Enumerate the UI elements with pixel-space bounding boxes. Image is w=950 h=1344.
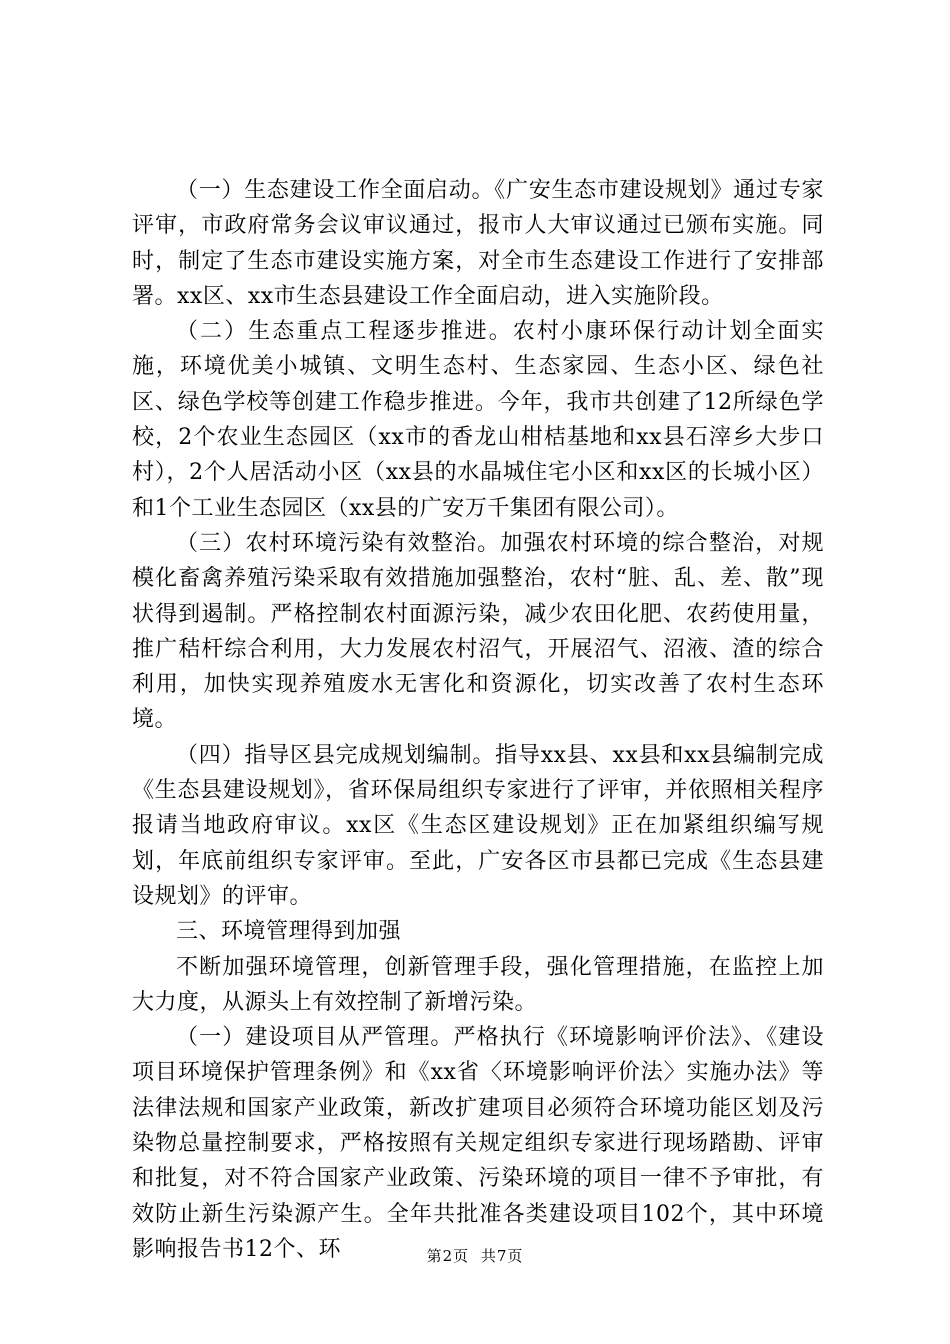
section-heading-environment-management: 三、环境管理得到加强 [176,919,402,945]
paragraph-county-planning: （四）指导区县完成规划编制。指导xx县、xx县和xx县编制完成《生态县建设规划》，省环保局组织专家进行了评审，并依照相关程序报请当地政府审议。xx区《生态区建设规划》正在加紧组织编写规划，年底前组织专家评审。至此，广安各区市县都已完成《生态县建设规划》的评审。 [132,742,824,909]
paragraph-rural-pollution: （三）农村环境污染有效整治。加强农村环境的综合整治，对规模化畜禽养殖污染采取有效措施加强整治，农村“脏、乱、差、散”现状得到遏制。严格控制农村面源污染，减少农田化肥、农药使用量，推广秸杆综合利用，大力发展农村沼气，开展沼气、沼液、渣的综合利用，加快实现养殖废水无害化和资源化，切实改善了农村生态环境。 [132,530,824,733]
paragraph-management-intro: 不断加强环境管理，创新管理手段，强化管理措施，在监控上加大力度，从源头上有效控制了新增污染。 [132,954,824,1015]
paragraph-project-management: （一）建设项目从严管理。严格执行《环境影响评价法》、《建设项目环境保护管理条例》和《xx省〈环境影响评价法〉实施办法》等法律法规和国家产业政策，新改扩建项目必须符合环境功能区划及污染物总量控制要求，严格按照有关规定组织专家进行现场踏勘、评审和批复，对不符合国家产业政策、污染环境的项目一律不予审批，有效防止新生污染源产生。全年共批准各类建设项目102个，其中环境影响报告书12个、环 [132,1025,824,1262]
page-number: 第2页 [426,1247,470,1265]
page-total: 共7页 [480,1247,524,1265]
paragraph-key-projects: （二）生态重点工程逐步推进。农村小康环保行动计划全面实施，环境优美小城镇、文明生态村、生态家园、生态小区、绿色社区、绿色学校等创建工作稳步推进。今年，我市共创建了12所绿色学校，2个农业生态园区（xx市的香龙山柑桔基地和xx县石滓乡大步口村），2个人居活动小区（xx县的水晶城住宅小区和xx区的长城小区）和1个工业生态园区（xx县的广安万千集团有限公司）。 [132,319,824,521]
page-footer [0,1245,950,1266]
document-body [132,173,824,1267]
paragraph-ecological-construction: （一）生态建设工作全面启动。《广安生态市建设规划》通过专家评审，市政府常务会议审议通过，报市人大审议通过已颁布实施。同时，制定了生态市建设实施方案，对全市生态建设工作进行了安排部署。xx区、xx市生态县建设工作全面启动，进入实施阶段。 [132,178,824,309]
